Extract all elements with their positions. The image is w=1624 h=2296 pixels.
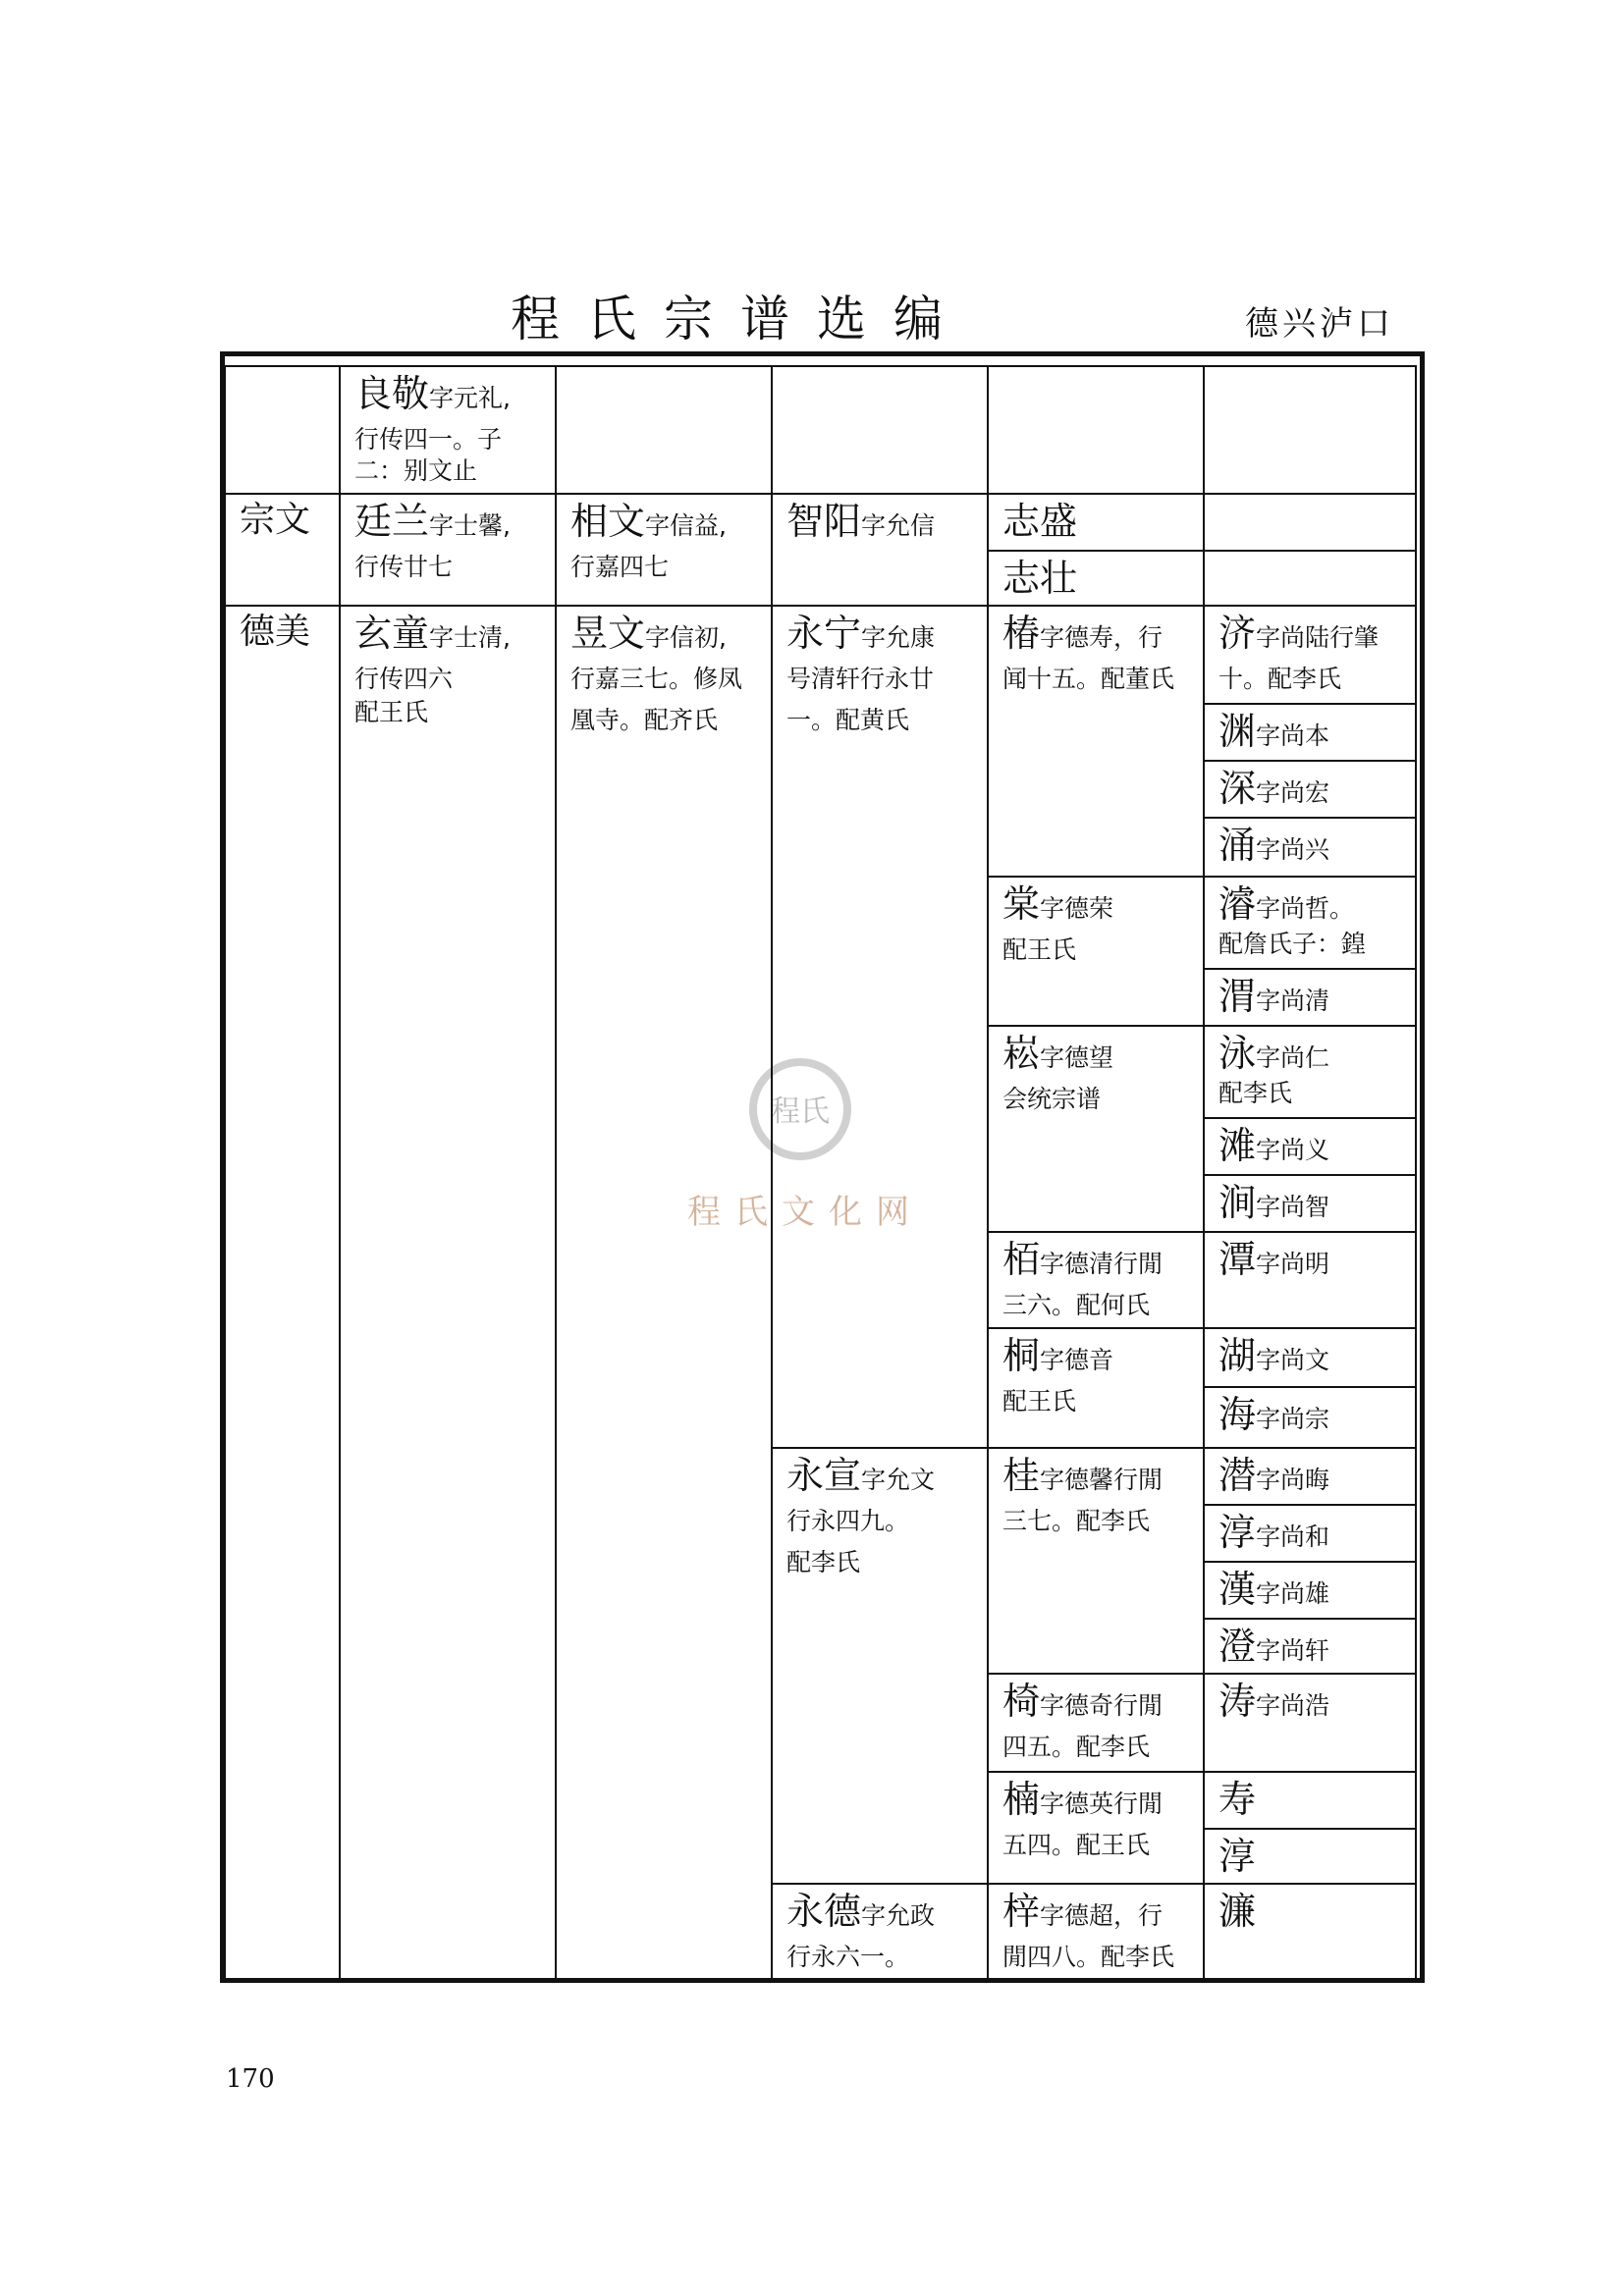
col3-cell-top: [555, 365, 773, 495]
desc-tinglan: 字士馨,: [429, 511, 511, 540]
desc-qian: 字尚晦: [1256, 1466, 1330, 1494]
cell-hai: [1203, 1386, 1417, 1449]
name-zhizhuang: 志壮: [1002, 557, 1078, 600]
name-bai: 栢: [1002, 1238, 1041, 1281]
name-chun3: 淳: [1218, 1835, 1257, 1878]
name-tan: 滩: [1218, 1124, 1257, 1167]
cell-yi: [987, 1673, 1205, 1773]
name-yuan: 渊: [1218, 710, 1257, 753]
desc-liangjing-2: 行传四一。子: [354, 425, 503, 454]
desc-shen: 字尚宏: [1256, 778, 1330, 807]
name-shen: 深: [1218, 767, 1257, 810]
cell-bai: [987, 1231, 1205, 1329]
name-yi: 椅: [1002, 1680, 1041, 1723]
name-han: 漢: [1218, 1568, 1257, 1611]
desc-ji: 字尚陆行肇: [1256, 623, 1380, 652]
col6-cell-zhisheng: [1203, 493, 1417, 552]
name-yong: 涌: [1218, 824, 1257, 867]
name-gui: 桂: [1002, 1454, 1041, 1497]
desc-chun2: 字尚和: [1256, 1522, 1330, 1551]
desc-nan-2: 五四。配王氏: [1002, 1831, 1151, 1859]
cell-qian: [1203, 1447, 1417, 1506]
cell-yong: [1203, 817, 1417, 878]
cell-nan: [987, 1771, 1205, 1885]
name-hai: 海: [1218, 1393, 1257, 1436]
name-xuantong: 玄童: [354, 612, 430, 655]
desc-han: 字尚雄: [1256, 1579, 1330, 1608]
cell-yongning: [771, 605, 989, 1449]
desc-chun-2: 闻十五。配董氏: [1002, 665, 1175, 693]
desc-bai-2: 三六。配何氏: [1002, 1291, 1151, 1319]
name-lian: 濂: [1218, 1890, 1257, 1933]
desc-liangjing: 字元礼,: [429, 384, 511, 412]
name-yuwen: 昱文: [570, 612, 646, 655]
cell-chun2: [1203, 1504, 1417, 1563]
cell-yongde: [771, 1883, 989, 1981]
name-song: 崧: [1002, 1032, 1041, 1075]
desc-yuwen-3: 凰寺。配齐氏: [570, 706, 719, 734]
desc-jun: 字尚哲。: [1256, 894, 1355, 923]
name-jian: 涧: [1218, 1181, 1257, 1224]
desc-tang: 字德荣: [1040, 894, 1114, 923]
desc-gui-2: 三七。配李氏: [1002, 1507, 1151, 1535]
cell-zi: [987, 1883, 1205, 1981]
desc-cheng: 字尚轩: [1256, 1636, 1330, 1665]
cell-yongxuan: [771, 1447, 989, 1885]
cell-cheng: [1203, 1618, 1417, 1675]
page-title: 程氏宗谱选编: [511, 291, 970, 347]
cell-yuan: [1203, 703, 1417, 762]
cell-tinglan: [339, 493, 557, 607]
watermark-text: 程氏文化网: [687, 1193, 923, 1232]
desc-wei: 字尚清: [1256, 987, 1330, 1015]
cell-tan: [1203, 1117, 1417, 1176]
desc-song-2: 会统宗谱: [1002, 1085, 1102, 1113]
desc-xuantong: 字士清,: [429, 623, 511, 652]
name-ji: 济: [1218, 612, 1257, 655]
desc-zi-2: 閒四八。配李氏: [1002, 1943, 1175, 1971]
col6-cell-zhizhuang: [1203, 550, 1417, 607]
cell-jian: [1203, 1174, 1417, 1233]
cell-chun: [987, 605, 1205, 878]
name-yong2: 泳: [1218, 1032, 1257, 1075]
cell-zhizhuang: [987, 550, 1205, 607]
page-subtitle: 德兴泸口: [1245, 304, 1394, 344]
cell-song: [987, 1025, 1205, 1233]
name-tinglan: 廷兰: [354, 500, 430, 543]
name-tao: 涛: [1218, 1680, 1257, 1723]
desc-yong2-2: 配李氏: [1218, 1079, 1293, 1107]
desc-xiangwen: 字信益,: [645, 511, 727, 540]
desc-zi: 字德超，行: [1040, 1901, 1164, 1930]
name-yongde: 永德: [786, 1890, 862, 1933]
desc-jian: 字尚智: [1256, 1193, 1330, 1221]
desc-yuwen-2: 行嘉三七。修凤: [570, 665, 743, 693]
gen1-demei: 德美: [240, 612, 311, 652]
desc-yi-2: 四五。配李氏: [1002, 1733, 1151, 1761]
cell-shou: [1203, 1771, 1417, 1830]
name-shou: 寿: [1218, 1778, 1257, 1821]
cell-wei: [1203, 968, 1417, 1027]
desc-hai: 字尚宗: [1256, 1405, 1330, 1433]
desc-nan: 字德英行閒: [1040, 1789, 1164, 1818]
gen1-cell-zongwen: [224, 493, 341, 607]
cell-xuantong: [339, 605, 557, 1981]
desc-tong-2: 配王氏: [1002, 1387, 1077, 1415]
name-jun: 濬: [1218, 882, 1257, 926]
cell-han: [1203, 1561, 1417, 1620]
name-qian: 潜: [1218, 1454, 1257, 1497]
cell-gui: [987, 1447, 1205, 1675]
cell-tong: [987, 1327, 1205, 1449]
desc-yongxuan: 字允文: [861, 1466, 936, 1494]
name-yongxuan: 永宣: [786, 1454, 862, 1497]
desc-tong: 字德音: [1040, 1346, 1114, 1374]
desc-tao: 字尚浩: [1256, 1691, 1330, 1720]
cell-ji: [1203, 605, 1417, 705]
col6-cell-top: [1203, 365, 1417, 495]
desc-song: 字德望: [1040, 1043, 1114, 1072]
desc-tan: 字尚义: [1256, 1136, 1330, 1164]
desc-bai: 字德清行閒: [1040, 1250, 1164, 1278]
name-tong: 桐: [1002, 1334, 1041, 1377]
col4-cell-top: [771, 365, 989, 495]
desc-gui: 字德馨行閒: [1040, 1466, 1164, 1494]
cell-chun3: [1203, 1828, 1417, 1885]
name-chun: 椿: [1002, 612, 1041, 655]
name-zi: 梓: [1002, 1890, 1041, 1933]
desc-jun-2: 配詹氏子：鍠: [1218, 930, 1367, 958]
name-liangjing: 良敬: [354, 372, 430, 415]
desc-yong: 字尚兴: [1256, 835, 1330, 864]
cell-shen: [1203, 760, 1417, 819]
name-tan2: 潭: [1218, 1238, 1257, 1281]
name-chun2: 淳: [1218, 1511, 1257, 1554]
desc-xuantong-3: 配王氏: [354, 698, 429, 726]
cell-jun: [1203, 876, 1417, 970]
cell-tang: [987, 876, 1205, 1027]
desc-yi: 字德奇行閒: [1040, 1691, 1164, 1720]
desc-xuantong-2: 行传四六: [354, 665, 454, 693]
cell-tan2: [1203, 1231, 1417, 1329]
cell-zhisheng: [987, 493, 1205, 552]
cell-zhiyang: [771, 493, 989, 607]
cell-yong2: [1203, 1025, 1417, 1119]
name-zhisheng: 志盛: [1002, 500, 1078, 543]
col5-cell-top: [987, 365, 1205, 495]
name-nan: 楠: [1002, 1778, 1041, 1821]
page-number: 170: [226, 2064, 275, 2094]
gen1-cell-top: [224, 365, 341, 495]
desc-yong2: 字尚仁: [1256, 1043, 1330, 1072]
gen1-zongwen: 宗文: [240, 500, 311, 540]
name-cheng: 澄: [1218, 1625, 1257, 1668]
cell-xiangwen: [555, 493, 773, 607]
name-xiangwen: 相文: [570, 500, 646, 543]
desc-tan2: 字尚明: [1256, 1250, 1330, 1278]
watermark-seal-text: 程氏: [771, 1095, 830, 1129]
desc-yuan: 字尚本: [1256, 721, 1330, 750]
desc-yongxuan-2: 行永四九。: [786, 1507, 910, 1535]
desc-hu: 字尚文: [1256, 1346, 1330, 1374]
desc-yongde-2: 行永六一。: [786, 1943, 910, 1971]
desc-yongxuan-3: 配李氏: [786, 1548, 861, 1576]
name-tang: 棠: [1002, 882, 1041, 926]
desc-liangjing-3: 二：别文止: [354, 456, 478, 485]
desc-yuwen: 字信初,: [645, 623, 727, 652]
name-hu: 湖: [1218, 1334, 1257, 1377]
desc-yongning-2: 号清轩行永廿: [786, 665, 935, 693]
desc-xiangwen-2: 行嘉四七: [570, 553, 670, 581]
desc-yongde: 字允政: [861, 1901, 936, 1930]
desc-zhiyang: 字允信: [861, 511, 936, 540]
cell-liangjing: [339, 365, 557, 495]
cell-lian: [1203, 1883, 1417, 1981]
desc-yongning: 字允康: [861, 623, 936, 652]
cell-yuwen: [555, 605, 773, 1981]
cell-hu: [1203, 1327, 1417, 1388]
desc-tang-2: 配王氏: [1002, 935, 1077, 964]
desc-yongning-3: 一。配黄氏: [786, 706, 910, 734]
desc-tinglan-2: 行传廿七: [354, 553, 454, 581]
name-wei: 渭: [1218, 975, 1257, 1018]
name-yongning: 永宁: [786, 612, 862, 655]
cell-tao: [1203, 1673, 1417, 1773]
desc-ji-2: 十。配李氏: [1218, 665, 1342, 693]
desc-chun: 字德寿，行: [1040, 623, 1164, 652]
name-zhiyang: 智阳: [786, 500, 862, 543]
gen1-cell-demei: [224, 605, 341, 1981]
